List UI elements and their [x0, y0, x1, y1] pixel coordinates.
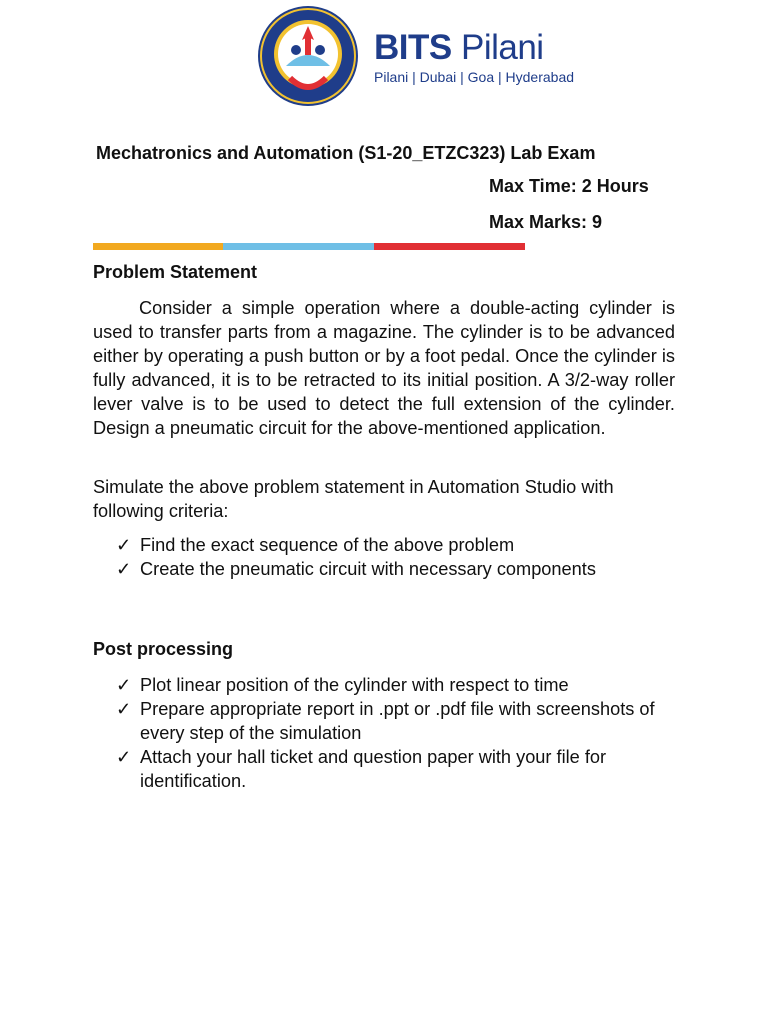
list-item — [116, 745, 676, 793]
list-item — [116, 697, 676, 745]
list-item — [116, 673, 676, 697]
problem-text: Consider a simple operation where a double-acting cylinder is used to transfer parts from a magazine. The cylinder is to be advanced either by operating a push button or by a foot pedal. Once the cylinder is fully advanced, it is to be retracted to its initial position. A 3/2-way roller lever valve is to be used to detect the full extension of the cylinder. Design a pneumatic circuit for the above-mentioned application. — [93, 298, 675, 438]
checkmark-icon: ✓ — [116, 535, 132, 555]
post-item-text: Prepare appropriate report in .ppt or .pdf file with screenshots of every step of the simulation — [140, 699, 655, 743]
brand-name — [374, 30, 574, 66]
problem-heading: Problem Statement — [93, 262, 258, 282]
institute-seal-icon — [256, 4, 360, 108]
divider-segment-orange — [93, 243, 223, 250]
max-marks: Max Marks: 9 — [489, 212, 603, 232]
brand-campuses: Pilani | Dubai | Goa | Hyderabad — [374, 69, 575, 85]
list-item — [116, 557, 676, 581]
divider-segment-red — [374, 243, 525, 250]
post-item-text: Attach your hall ticket and question paper with your file for identification. — [140, 747, 607, 791]
max-time: Max Time: 2 Hours — [489, 176, 649, 196]
color-divider — [93, 243, 525, 250]
criteria-item-text: Find the exact sequence of the above problem — [140, 535, 515, 555]
checkmark-icon: ✓ — [116, 559, 132, 579]
brand-wordmark — [374, 30, 574, 85]
checkmark-icon: ✓ — [116, 747, 132, 767]
post-item-text: Plot linear position of the cylinder with respect to time — [140, 675, 569, 695]
brand-name-light: Pilani — [460, 28, 544, 67]
checkmark-icon: ✓ — [116, 699, 132, 719]
post-processing-heading: Post processing — [93, 639, 234, 659]
brand-name-bold: BITS — [374, 28, 452, 67]
criteria-item-text: Create the pneumatic circuit with necessary components — [140, 559, 596, 579]
list-item — [116, 533, 676, 557]
bits-logo — [256, 4, 586, 108]
exam-title: Mechatronics and Automation (S1-20_ETZC323) Lab Exam — [96, 143, 596, 163]
divider-segment-blue — [223, 243, 374, 250]
checkmark-icon: ✓ — [116, 675, 132, 695]
post-processing-list — [116, 673, 676, 793]
criteria-list — [116, 533, 676, 581]
simulate-instruction: Simulate the above problem statement in Automation Studio with following criteria: — [93, 477, 614, 521]
